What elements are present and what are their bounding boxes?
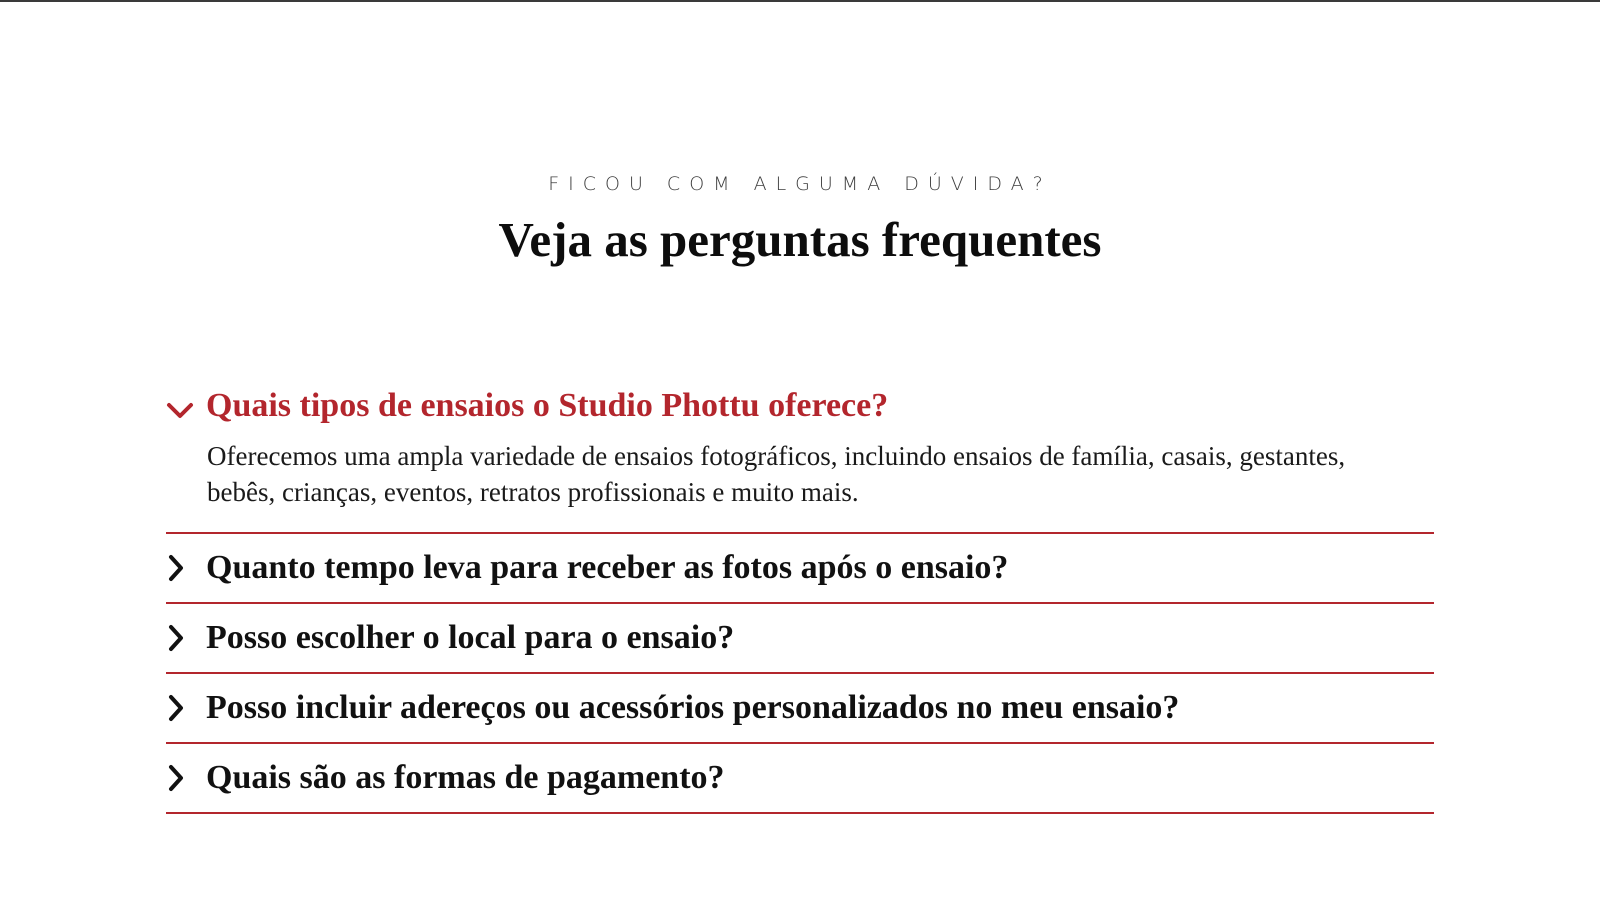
faq-item (166, 674, 1434, 744)
top-border (0, 0, 1600, 2)
faq-item (166, 744, 1434, 814)
faq-item (166, 372, 1434, 534)
chevron-down-icon (166, 394, 206, 426)
faq-question: Posso escolher o local para o ensaio? (206, 619, 735, 656)
section-eyebrow: FICOU COM ALGUMA DÚVIDA? (548, 173, 1052, 195)
section-title: Veja as perguntas frequentes (498, 212, 1102, 267)
faq-item (166, 604, 1434, 674)
chevron-right-icon (166, 692, 206, 724)
faq-toggle-5[interactable] (166, 744, 1434, 812)
faq-question: Quanto tempo leva para receber as fotos após o ensaio? (206, 549, 1009, 586)
faq-question: Quais são as formas de pagamento? (206, 759, 725, 796)
faq-toggle-2[interactable] (166, 534, 1434, 602)
faq-toggle-4[interactable] (166, 674, 1434, 742)
chevron-right-icon (166, 622, 206, 654)
faq-toggle-1[interactable] (166, 372, 1434, 430)
faq-answer: Oferecemos uma ampla variedade de ensaios fotográficos, incluindo ensaios de família, casais, gestantes, bebês, crianças, eventos, retratos profissionais e muito mais. (207, 441, 1346, 507)
faq-question: Quais tipos de ensaios o Studio Phottu oferece? (206, 387, 889, 424)
chevron-right-icon (166, 552, 206, 584)
chevron-right-icon (166, 762, 206, 794)
faq-question: Posso incluir adereços ou acessórios personalizados no meu ensaio? (206, 689, 1180, 726)
faq-toggle-3[interactable] (166, 604, 1434, 672)
faq-accordion (166, 372, 1434, 814)
faq-item (166, 534, 1434, 604)
